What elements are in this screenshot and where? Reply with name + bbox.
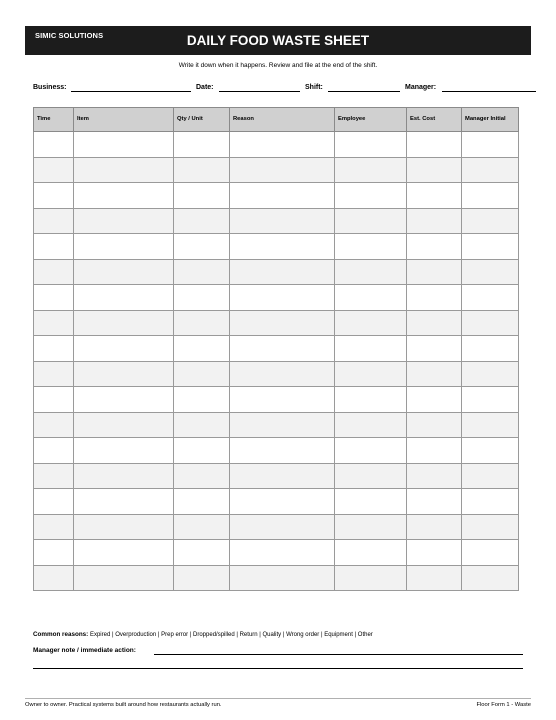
table-cell[interactable] bbox=[462, 285, 519, 311]
table-cell[interactable] bbox=[335, 310, 407, 336]
column-header-reason: Reason bbox=[230, 108, 335, 132]
footer-divider bbox=[25, 698, 531, 699]
table-cell[interactable] bbox=[335, 234, 407, 260]
table-cell[interactable] bbox=[174, 285, 230, 311]
table-row bbox=[34, 285, 519, 311]
table-cell[interactable] bbox=[230, 234, 335, 260]
table-cell[interactable] bbox=[34, 259, 74, 285]
table-cell[interactable] bbox=[174, 208, 230, 234]
table-cell[interactable] bbox=[462, 310, 519, 336]
table-cell[interactable] bbox=[407, 438, 462, 464]
table-cell[interactable] bbox=[407, 489, 462, 515]
table-cell[interactable] bbox=[335, 157, 407, 183]
table-cell[interactable] bbox=[174, 438, 230, 464]
business-label: Business: bbox=[33, 84, 67, 91]
table-cell[interactable] bbox=[174, 234, 230, 260]
table-cell[interactable] bbox=[174, 412, 230, 438]
table-cell[interactable] bbox=[462, 336, 519, 362]
table-cell[interactable] bbox=[335, 361, 407, 387]
instructions-text: Write it down when it happens. Review and file at the end of the shift. bbox=[178, 62, 378, 69]
table-cell[interactable] bbox=[335, 514, 407, 540]
table-cell[interactable] bbox=[34, 514, 74, 540]
manager-note-label: Manager note / immediate action: bbox=[33, 647, 136, 654]
manager-note-field[interactable] bbox=[154, 654, 523, 655]
manager-field[interactable] bbox=[442, 91, 536, 92]
column-header-employee: Employee bbox=[335, 108, 407, 132]
table-cell[interactable] bbox=[174, 540, 230, 566]
table-cell[interactable] bbox=[335, 183, 407, 209]
table-row bbox=[34, 489, 519, 515]
table-cell[interactable] bbox=[407, 514, 462, 540]
table-cell[interactable] bbox=[230, 412, 335, 438]
table-cell[interactable] bbox=[230, 285, 335, 311]
table-cell[interactable] bbox=[407, 336, 462, 362]
table-cell[interactable] bbox=[34, 387, 74, 413]
table-cell[interactable] bbox=[407, 234, 462, 260]
table-row bbox=[34, 208, 519, 234]
column-header-item: Item bbox=[74, 108, 174, 132]
table-cell[interactable] bbox=[34, 565, 74, 591]
table-cell[interactable] bbox=[230, 336, 335, 362]
table-row bbox=[34, 412, 519, 438]
header-bar bbox=[25, 26, 531, 55]
table-cell[interactable] bbox=[462, 565, 519, 591]
table-cell[interactable] bbox=[74, 438, 174, 464]
table-row bbox=[34, 438, 519, 464]
table-cell[interactable] bbox=[462, 234, 519, 260]
table-cell[interactable] bbox=[74, 132, 174, 158]
table-row bbox=[34, 387, 519, 413]
info-fields-row bbox=[0, 84, 556, 96]
table-cell[interactable] bbox=[74, 514, 174, 540]
table-cell[interactable] bbox=[174, 183, 230, 209]
table-row bbox=[34, 540, 519, 566]
page-title: DAILY FOOD WASTE SHEET bbox=[186, 33, 370, 48]
table-cell[interactable] bbox=[230, 208, 335, 234]
table-cell[interactable] bbox=[407, 183, 462, 209]
table-cell[interactable] bbox=[34, 412, 74, 438]
table-cell[interactable] bbox=[230, 259, 335, 285]
table-cell[interactable] bbox=[335, 259, 407, 285]
table-cell[interactable] bbox=[407, 259, 462, 285]
table-cell[interactable] bbox=[462, 157, 519, 183]
table-cell[interactable] bbox=[34, 183, 74, 209]
table-cell[interactable] bbox=[407, 463, 462, 489]
table-cell[interactable] bbox=[34, 489, 74, 515]
table-cell[interactable] bbox=[74, 489, 174, 515]
table-cell[interactable] bbox=[230, 489, 335, 515]
table-cell[interactable] bbox=[174, 565, 230, 591]
table-cell[interactable] bbox=[407, 387, 462, 413]
table-cell[interactable] bbox=[174, 387, 230, 413]
table-cell[interactable] bbox=[407, 361, 462, 387]
table-cell[interactable] bbox=[462, 387, 519, 413]
table-cell[interactable] bbox=[230, 183, 335, 209]
table-cell[interactable] bbox=[230, 565, 335, 591]
table-cell[interactable] bbox=[74, 208, 174, 234]
column-header-time: Time bbox=[34, 108, 74, 132]
table-cell[interactable] bbox=[230, 157, 335, 183]
table-cell[interactable] bbox=[462, 259, 519, 285]
footer-form-id: Floor Form 1 - Waste bbox=[476, 702, 531, 708]
table-cell[interactable] bbox=[335, 336, 407, 362]
table-cell[interactable] bbox=[74, 336, 174, 362]
footer-tagline: Owner to owner. Practical systems built around how restaurants actually run. bbox=[25, 702, 222, 708]
table-row bbox=[34, 234, 519, 260]
table-cell[interactable] bbox=[335, 489, 407, 515]
table-cell[interactable] bbox=[174, 463, 230, 489]
table-cell[interactable] bbox=[335, 463, 407, 489]
table-cell[interactable] bbox=[74, 310, 174, 336]
table-cell[interactable] bbox=[230, 132, 335, 158]
table-cell[interactable] bbox=[230, 361, 335, 387]
table-cell[interactable] bbox=[462, 438, 519, 464]
date-field[interactable] bbox=[219, 91, 300, 92]
table-row bbox=[34, 336, 519, 362]
table-cell[interactable] bbox=[74, 361, 174, 387]
table-cell[interactable] bbox=[34, 336, 74, 362]
table-row bbox=[34, 565, 519, 591]
table-row bbox=[34, 310, 519, 336]
table-cell[interactable] bbox=[74, 565, 174, 591]
table-cell[interactable] bbox=[335, 285, 407, 311]
table-row bbox=[34, 183, 519, 209]
table-cell[interactable] bbox=[34, 157, 74, 183]
table-cell[interactable] bbox=[174, 489, 230, 515]
table-cell[interactable] bbox=[34, 540, 74, 566]
column-header-qty-unit: Qty / Unit bbox=[174, 108, 230, 132]
table-cell[interactable] bbox=[230, 310, 335, 336]
table-cell[interactable] bbox=[462, 132, 519, 158]
table-cell[interactable] bbox=[74, 157, 174, 183]
table-cell[interactable] bbox=[174, 310, 230, 336]
table-cell[interactable] bbox=[34, 463, 74, 489]
table-cell[interactable] bbox=[407, 157, 462, 183]
manager-label: Manager: bbox=[405, 84, 437, 91]
table-cell[interactable] bbox=[407, 132, 462, 158]
business-field[interactable] bbox=[71, 91, 191, 92]
table-cell[interactable] bbox=[174, 514, 230, 540]
common-reasons bbox=[33, 631, 373, 638]
table-cell[interactable] bbox=[74, 234, 174, 260]
table-cell[interactable] bbox=[174, 259, 230, 285]
table-cell[interactable] bbox=[34, 234, 74, 260]
table-row bbox=[34, 463, 519, 489]
table-row bbox=[34, 157, 519, 183]
table-cell[interactable] bbox=[335, 565, 407, 591]
table-cell[interactable] bbox=[34, 438, 74, 464]
table-cell[interactable] bbox=[335, 412, 407, 438]
table-cell[interactable] bbox=[462, 489, 519, 515]
table-row bbox=[34, 132, 519, 158]
column-header-manager-initial: Manager Initial bbox=[462, 108, 519, 132]
table-cell[interactable] bbox=[462, 183, 519, 209]
table-cell[interactable] bbox=[462, 412, 519, 438]
common-reasons-list: Expired | Overproduction | Prep error | Dropped/spilled | Return | Quality | Wrong order | Equipment | Other bbox=[88, 632, 373, 638]
table-cell[interactable] bbox=[407, 310, 462, 336]
table-cell[interactable] bbox=[174, 132, 230, 158]
table-cell[interactable] bbox=[174, 157, 230, 183]
table-cell[interactable] bbox=[462, 514, 519, 540]
table-cell[interactable] bbox=[335, 132, 407, 158]
table-cell[interactable] bbox=[34, 361, 74, 387]
date-label: Date: bbox=[196, 84, 214, 91]
table-cell[interactable] bbox=[34, 132, 74, 158]
table-header-row bbox=[34, 108, 519, 132]
table-cell[interactable] bbox=[230, 514, 335, 540]
table-cell[interactable] bbox=[74, 463, 174, 489]
table-cell[interactable] bbox=[74, 285, 174, 311]
table-cell[interactable] bbox=[335, 438, 407, 464]
table-cell[interactable] bbox=[407, 208, 462, 234]
table-cell[interactable] bbox=[34, 310, 74, 336]
brand-name: SIMIC SOLUTIONS bbox=[35, 31, 104, 40]
table-cell[interactable] bbox=[335, 208, 407, 234]
table-cell[interactable] bbox=[74, 259, 174, 285]
table-cell[interactable] bbox=[462, 208, 519, 234]
table-cell[interactable] bbox=[407, 540, 462, 566]
table-cell[interactable] bbox=[230, 463, 335, 489]
table-cell[interactable] bbox=[230, 540, 335, 566]
table-cell[interactable] bbox=[74, 412, 174, 438]
table-row bbox=[34, 514, 519, 540]
common-reasons-label: Common reasons: bbox=[33, 631, 89, 638]
table-cell[interactable] bbox=[174, 336, 230, 362]
table-cell[interactable] bbox=[407, 412, 462, 438]
table-cell[interactable] bbox=[74, 540, 174, 566]
table-cell[interactable] bbox=[407, 565, 462, 591]
table-cell[interactable] bbox=[34, 208, 74, 234]
table-cell[interactable] bbox=[230, 387, 335, 413]
column-header-est-cost: Est. Cost bbox=[407, 108, 462, 132]
table-cell[interactable] bbox=[230, 438, 335, 464]
table-cell[interactable] bbox=[335, 540, 407, 566]
waste-log-table bbox=[33, 107, 519, 591]
table-cell[interactable] bbox=[462, 361, 519, 387]
table-cell[interactable] bbox=[174, 361, 230, 387]
table-cell[interactable] bbox=[462, 463, 519, 489]
table-row bbox=[34, 259, 519, 285]
shift-field[interactable] bbox=[328, 91, 400, 92]
table-cell[interactable] bbox=[74, 387, 174, 413]
table-cell[interactable] bbox=[34, 285, 74, 311]
shift-label: Shift: bbox=[305, 84, 323, 91]
table-cell[interactable] bbox=[407, 285, 462, 311]
table-cell[interactable] bbox=[74, 183, 174, 209]
table-cell[interactable] bbox=[335, 387, 407, 413]
table-row bbox=[34, 361, 519, 387]
manager-note-field-continued[interactable] bbox=[33, 668, 523, 669]
table-cell[interactable] bbox=[462, 540, 519, 566]
